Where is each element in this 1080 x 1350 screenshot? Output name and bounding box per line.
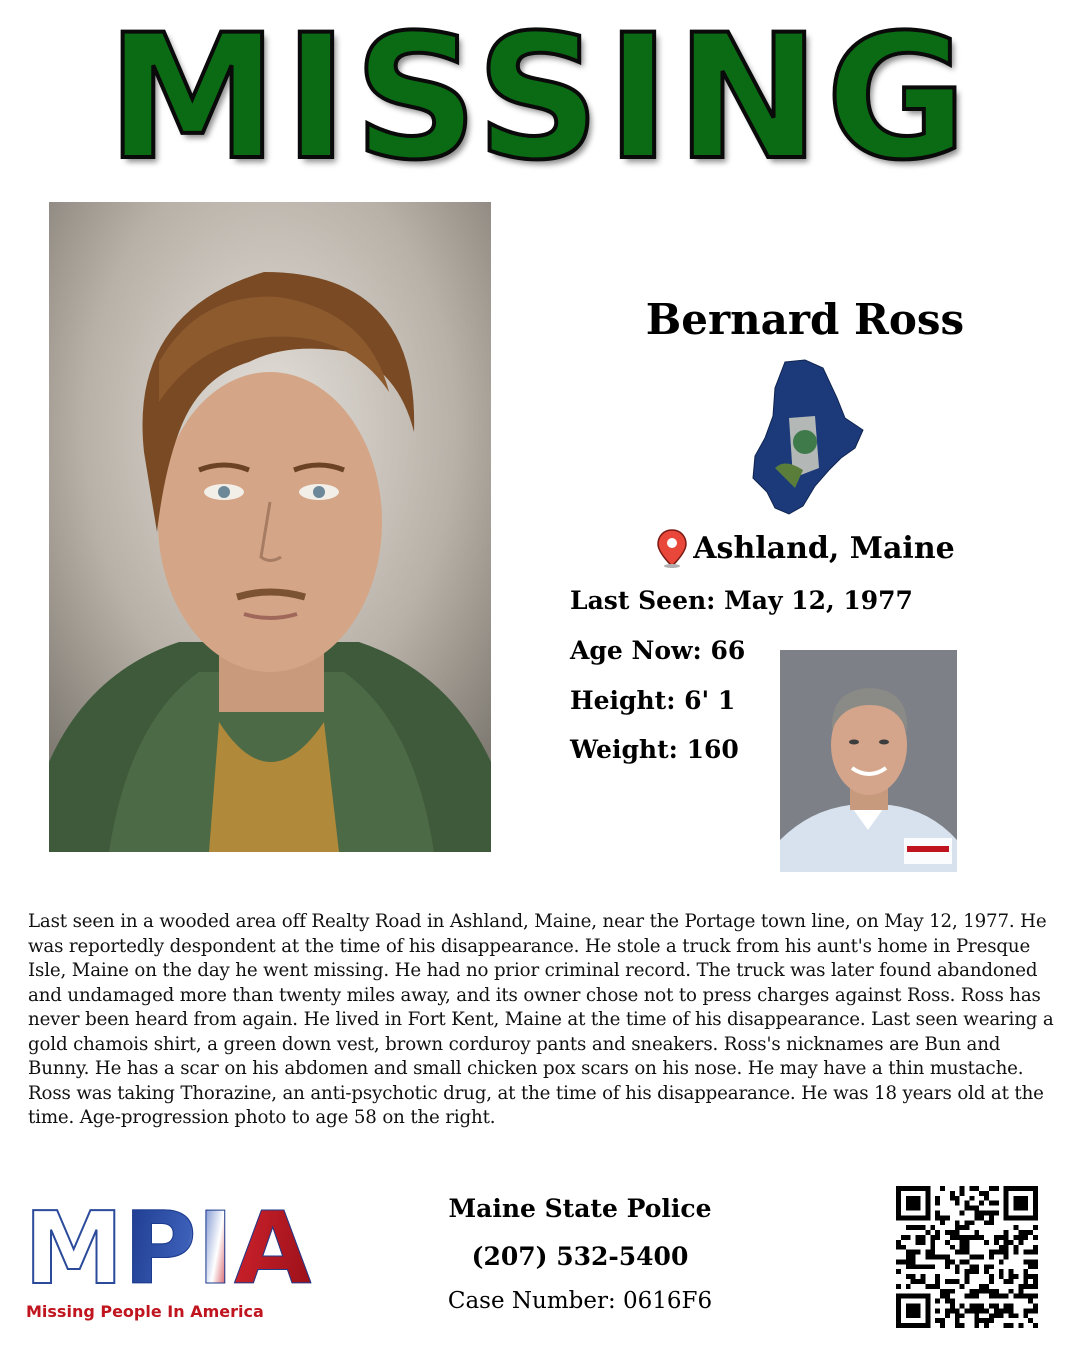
logo-letters-pia: PIA [123,1190,312,1307]
age-now: Age Now: 66 [570,636,746,665]
case-description: Last seen in a wooded area off Realty Road in Ashland, Maine, near the Portage town line, on May 12, 1977. He was reportedly despondent at the time of his disappearance. He stole a truck from his aunt's home in Presque Isle, Maine on the day he went missing. He had no prior criminal record. The truck was later found abandoned and undamaged more than twenty miles away, and its owner chose not to press charges against Ross. Ross has never been heard from again. He lived in Fort Kent, Maine at the time of his disappearance. Last seen wearing a gold chamois shirt, a green down vest, brown corduroy pants and sneakers. Ross's nicknames are Bun and Bunny. He has a scar on his abdomen and small chicken pox scars on his nose. He may have a thin mustache. Ross was taking Thorazine, an anti-psychotic drug, at the time of his disappearance. He was 18 years old at the time. Age-progression photo to age 58 on the right. [28,911,1054,1128]
weight: Weight: 160 [570,735,739,764]
last-seen-date: Last Seen: May 12, 1977 [570,586,913,615]
last-seen-location [560,528,1050,568]
subject-name: Bernard Ross [645,295,965,344]
mpia-logo [24,1190,312,1325]
logo-letter-m: M [24,1190,124,1307]
qr-code[interactable] [896,1186,1038,1328]
headline-missing: MISSING [106,0,974,198]
maine-state-flag-map [745,358,865,518]
case-number: Case Number: 0616F6 [447,1288,713,1314]
height: Height: 6' 1 [570,686,736,715]
age-progression-photo [780,650,957,872]
subject-photo [49,202,491,852]
contact-agency: Maine State Police [448,1194,712,1223]
contact-phone[interactable]: (207) 532-5400 [471,1242,689,1271]
location-label: Ashland, Maine [693,530,955,566]
map-pin-icon [655,528,689,568]
logo-tagline: Missing People In America [26,1302,264,1321]
